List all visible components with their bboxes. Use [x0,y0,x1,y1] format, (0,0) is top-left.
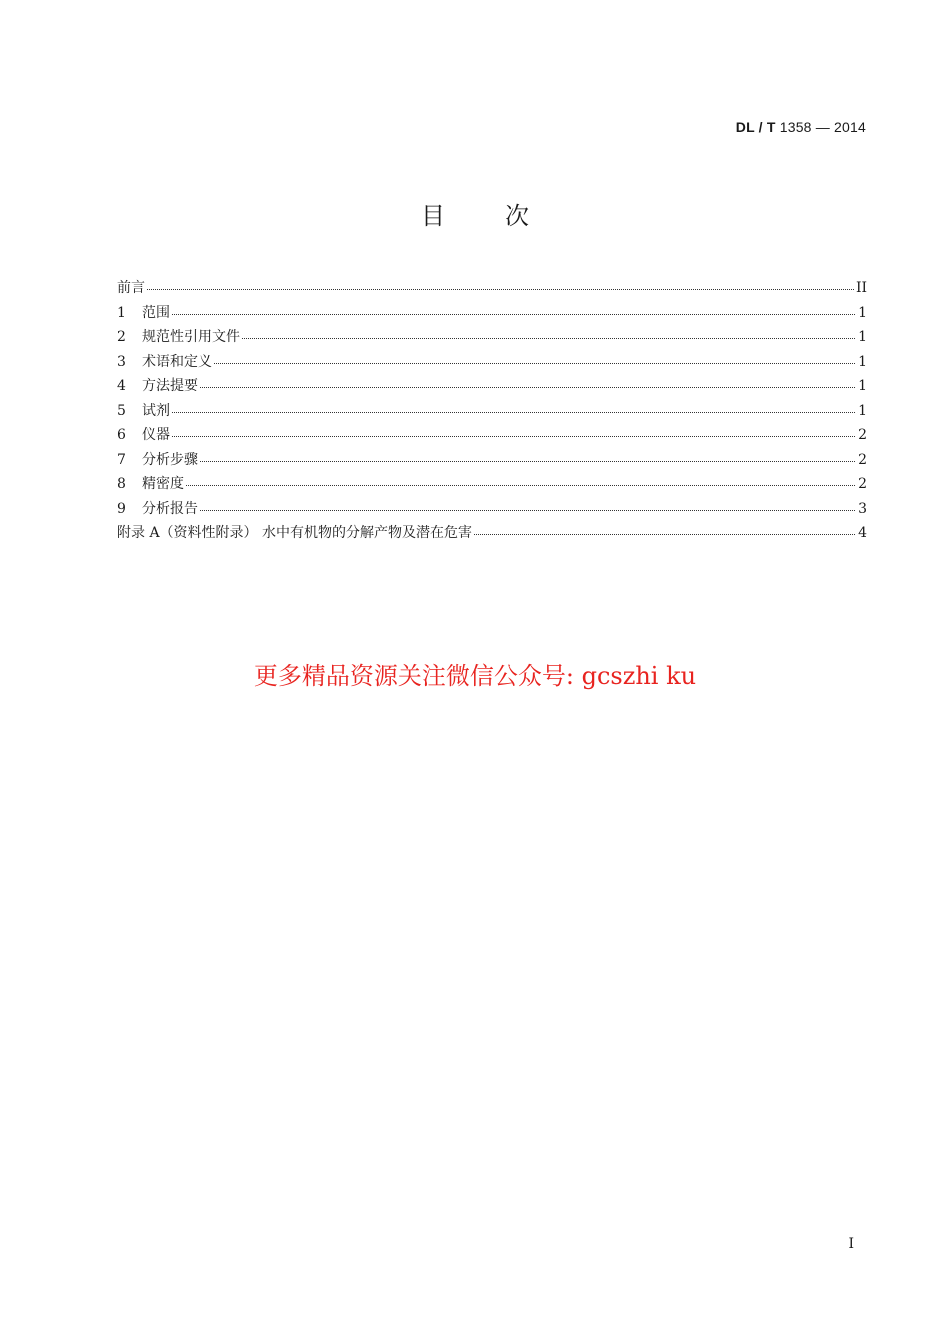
toc-entry-page: 1 [858,329,867,345]
toc-leader-dots [200,378,855,390]
toc-entry-page: 1 [858,304,867,321]
toc-leader-dots [172,403,855,415]
toc-entry-label: 分析步骤 [142,451,198,468]
toc-entry-page: 1 [858,402,867,419]
toc-entry-number: 7 [117,451,126,468]
standard-code: 1358 — 2014 [779,119,866,135]
toc-leader-dots [200,452,855,464]
toc-entry-number: 5 [117,402,126,419]
toc-entry-number: 9 [117,500,126,517]
toc-leader-dots [214,354,855,366]
toc-entry-label: 附录 A（资料性附录） 水中有机物的分解产物及潜在危害 [117,525,473,541]
table-of-contents [117,277,867,547]
standard-prefix: DL / T [735,119,776,135]
toc-entry-label: 规范性引用文件 [142,329,240,345]
toc-entry-number: 8 [117,476,126,492]
toc-leader-dots [172,427,855,439]
toc-entry-label: 方法提要 [142,378,198,394]
toc-entry-precision[interactable] [117,473,867,498]
toc-entry-page: 1 [858,353,867,370]
toc-entry-number: 2 [117,329,126,345]
toc-leader-dots [474,525,855,537]
toc-entry-normative-references[interactable] [117,326,867,351]
toc-entry-label: 前言 [117,280,145,296]
toc-entry-foreword[interactable] [117,277,867,302]
toc-entry-page: 2 [858,451,867,468]
toc-entry-page: 2 [858,476,867,492]
toc-entry-method-summary[interactable] [117,375,867,400]
toc-entry-label: 仪器 [142,427,170,443]
toc-entry-label: 试剂 [142,402,170,419]
toc-entry-number: 3 [117,353,126,370]
toc-entry-analysis-report[interactable] [117,498,867,523]
toc-entry-instruments[interactable] [117,424,867,449]
toc-leader-dots [242,329,855,341]
toc-title: 目次 [421,202,589,230]
toc-entry-label: 范围 [142,304,170,321]
toc-entry-label: 术语和定义 [142,353,212,370]
toc-entry-scope[interactable] [117,302,867,327]
toc-entry-analysis-steps[interactable] [117,449,867,474]
toc-entry-label: 分析报告 [142,500,198,517]
page-number: I [848,1236,854,1252]
toc-leader-dots [172,305,855,317]
toc-entry-page: 3 [858,500,867,517]
toc-leader-dots [200,501,855,513]
standard-number [736,119,866,135]
toc-entry-reagents[interactable] [117,400,867,425]
toc-entry-number: 1 [117,304,126,321]
toc-entry-appendix-a[interactable] [117,522,867,547]
toc-entry-number: 6 [117,427,126,443]
toc-entry-number: 4 [117,378,126,394]
toc-entry-terms-definitions[interactable] [117,351,867,376]
toc-entry-page: 1 [858,378,867,394]
toc-entry-page: II [855,280,867,296]
toc-entry-label: 精密度 [142,476,184,492]
toc-entry-page: 2 [858,427,867,443]
toc-entry-page: 4 [858,525,867,541]
promo-watermark-text: 更多精品资源关注微信公众号: gcszhi ku [253,662,697,690]
toc-leader-dots [186,476,855,488]
toc-leader-dots [147,280,854,292]
